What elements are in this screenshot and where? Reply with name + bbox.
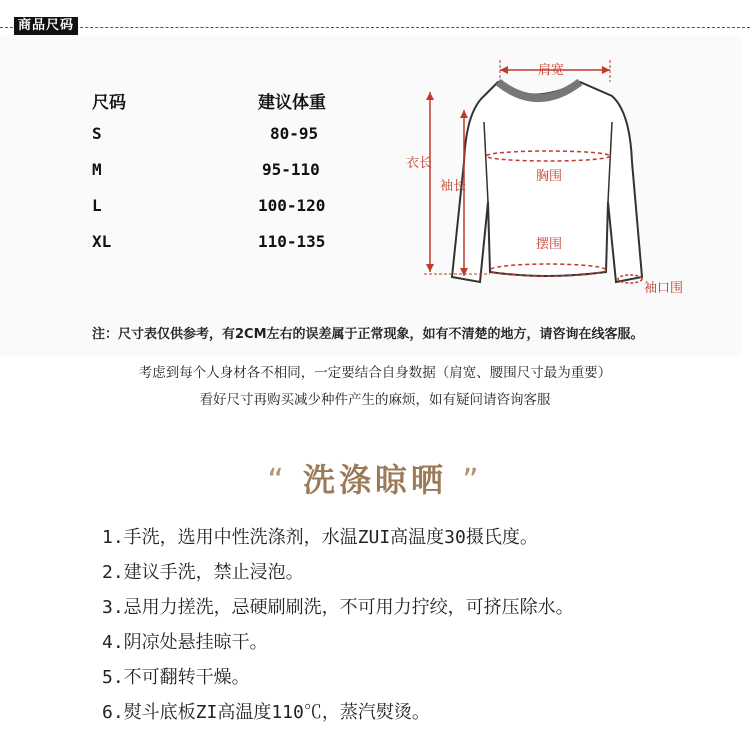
weight-cell: 80-95 xyxy=(270,124,319,143)
length-label: 衣长 xyxy=(406,156,433,171)
quote-open: “ xyxy=(267,461,288,499)
wash-section-title xyxy=(0,455,750,501)
list-item: 1.手洗，选用中性洗涤剂，水温ZUI高温度30摄氏度。 xyxy=(102,527,538,548)
list-item: 5.不可翻转干燥。 xyxy=(102,667,250,688)
size-cell: XL xyxy=(92,232,112,251)
caption-line-2: 看好尺寸再购买减少种件产生的麻烦，如有疑问请咨询客服 xyxy=(199,392,551,408)
sweater-measurement-diagram xyxy=(380,52,700,302)
list-item: 4.阴凉处悬挂晾干。 xyxy=(102,632,268,653)
size-cell: L xyxy=(92,196,102,215)
size-cell: S xyxy=(92,124,102,143)
size-column-header: 尺码 xyxy=(92,93,126,113)
section-tag: 商品尺码 xyxy=(14,17,78,35)
weight-cell: 100-120 xyxy=(258,196,326,215)
hem-label: 摆围 xyxy=(536,237,563,252)
header-divider xyxy=(0,27,750,28)
list-item: 6.熨斗底板ZI高温度110℃，蒸汽熨烫。 xyxy=(102,702,430,723)
quote-close: ” xyxy=(462,461,483,499)
list-item: 2.建议手洗，禁止浸泡。 xyxy=(102,562,304,583)
sleeve-label: 袖长 xyxy=(440,179,467,194)
weight-cell: 110-135 xyxy=(258,232,326,251)
chest-label: 胸围 xyxy=(536,169,563,184)
size-cell: M xyxy=(92,160,102,179)
cuff-label: 袖口围 xyxy=(644,281,684,296)
size-note: 注：尺寸表仅供参考，有2CM左右的误差属于正常现象，如有不清楚的地方，请咨询在线客服。 xyxy=(92,327,644,342)
wash-instructions-list xyxy=(102,526,574,736)
wash-title-text: 洗涤晾晒 xyxy=(302,461,447,499)
shoulder-label: 肩宽 xyxy=(538,63,565,78)
list-item: 3.忌用力搓洗，忌硬刷刷洗，不可用力拧绞，可挤压除水。 xyxy=(102,597,574,618)
caption-line-1: 考虑到每个人身材各不相同，一定要结合自身数据（肩宽、腰围尺寸最为重要） xyxy=(138,365,612,381)
weight-cell: 95-110 xyxy=(262,160,320,179)
weight-column-header: 建议体重 xyxy=(258,93,326,113)
